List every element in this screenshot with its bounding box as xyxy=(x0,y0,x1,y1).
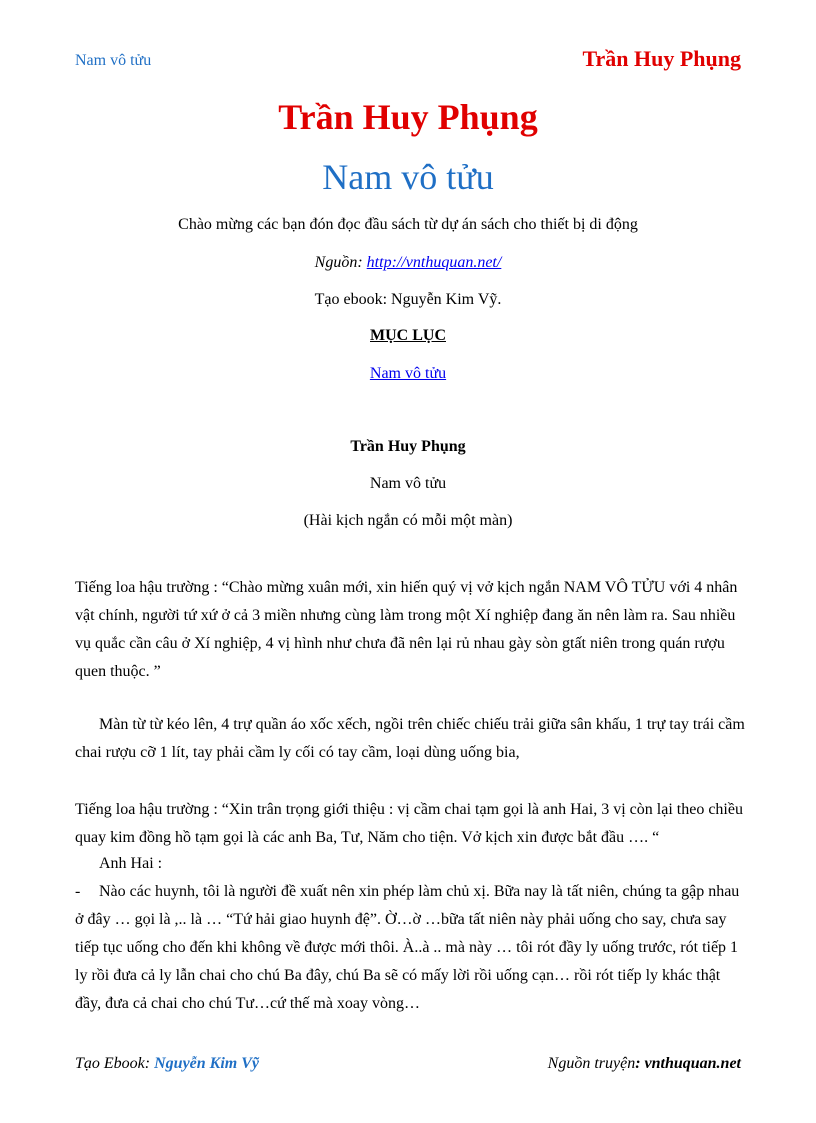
footer-source-label: Nguồn truyện xyxy=(547,1055,636,1072)
dialogue-dash: - xyxy=(75,883,81,900)
welcome-text: Chào mừng các bạn đón đọc đầu sách từ dự án sách cho thiết bị di động xyxy=(178,216,638,233)
footer-creator-sep: : xyxy=(144,1055,155,1072)
paragraph-2: Màn từ từ kéo lên, 4 trự quần áo xốc xếch, ngồi trên chiếc chiếu trải giữa sân khấu, 1 trự tay trái cầm chai rượu cỡ 1 lít, tay phải cầm ly cối có tay cầm, loại dùng uống bia, xyxy=(75,716,745,761)
paragraph-4 xyxy=(75,883,739,1012)
paragraph-4-container xyxy=(75,878,745,1018)
title-author: Trần Huy Phụng xyxy=(278,97,538,137)
source-link[interactable]: http://vnthuquan.net/ xyxy=(366,254,502,271)
speaker-label: Anh Hai : xyxy=(99,855,163,872)
title-book: Nam vô tửu xyxy=(322,157,494,197)
creator-line: Tạo ebook: Nguyễn Kim Vỹ. xyxy=(314,291,502,308)
chapter-subtitle: (Hài kịch ngắn có mỗi một màn) xyxy=(303,512,513,529)
header-author: Trần Huy Phụng xyxy=(582,46,741,71)
footer-creator xyxy=(75,1055,259,1073)
chapter-title: Nam vô tửu xyxy=(369,475,447,492)
paragraph-4-text: Nào các huynh, tôi là người đề xuất nên xin phép làm chủ xị. Bữa nay là tất niên, chúng ta gập nhau ở đây … gọi là ,.. là … “Tứ hải giao huynh đệ”. Ờ…ờ …bữa tất niên này phải uống cho say, chưa say tiếp tục uống cho đến khi không về được mới thôi. À..à .. mà này … tôi rót đầy ly uống trước, rót tiếp 1 ly rồi đưa cả ly lẫn chai cho chú Ba đây, chú Ba sẽ có mấy lời rồi uống cạn… rồi rót tiếp ly khác thật đầy, đưa cả chai cho chú Tư…cứ thế mà xoay vòng… xyxy=(75,883,740,1012)
toc-item-link[interactable]: Nam vô tửu xyxy=(369,365,447,382)
header-book-title: Nam vô tửu xyxy=(75,52,152,69)
source-label: Nguồn: xyxy=(314,254,367,271)
paragraph-1: Tiếng loa hậu trường : “Chào mừng xuân mới, xin hiến quý vị vở kịch ngắn NAM VÔ TỬU với 4 nhân vật chính, người tứ xứ ở cả 3 miền nhưng cùng làm trong một Xí nghiệp đang ăn nên làm ra. Sau nhiều vụ quắc cần câu ở Xí nghiệp, 4 vị hình như chưa đã nên lại rủ nhau gày sòn gtất niên trong quán rượu quen thuộc. ” xyxy=(75,579,738,680)
paragraph-3: Tiếng loa hậu trường : “Xin trân trọng giới thiệu : vị cầm chai tạm gọi là anh Hai, 3 vị còn lại theo chiều quay kim đồng hồ tạm gọi là các anh Ba, Tư, Năm cho tiện. Vở kịch xin được bắt đầu …. “ xyxy=(75,801,743,846)
footer-source xyxy=(548,1055,741,1073)
footer-creator-name: Nguyễn Kim Vỹ xyxy=(154,1055,259,1072)
footer-source-name: vnthuquan.net xyxy=(644,1055,741,1072)
footer-source-sep: : xyxy=(635,1055,645,1072)
toc-heading: MỤC LỤC xyxy=(370,327,446,344)
source-line xyxy=(0,254,816,272)
chapter-author: Trần Huy Phụng xyxy=(350,438,466,455)
footer-creator-label: Tạo Ebook xyxy=(75,1055,145,1072)
